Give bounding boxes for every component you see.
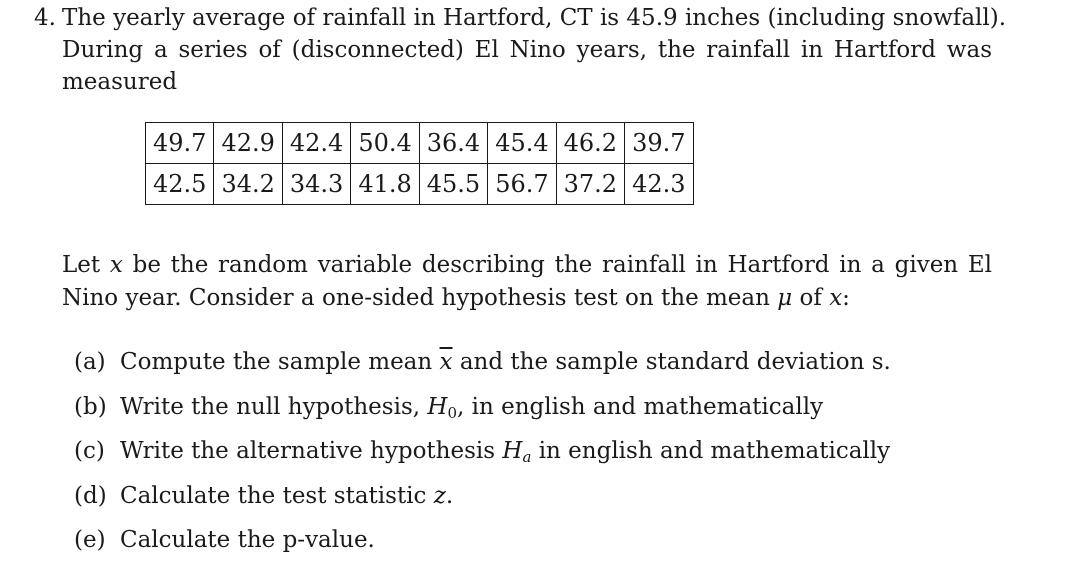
variable-x: x: [109, 252, 123, 278]
table-cell: 45.5: [419, 164, 487, 205]
part-text: .: [445, 482, 454, 509]
part-label: (d): [74, 482, 107, 509]
part-e: [74, 522, 891, 567]
part-label: (a): [74, 349, 106, 375]
part-label: (b): [74, 393, 107, 420]
context-text: of: [792, 285, 830, 311]
problem-context: [62, 249, 992, 315]
part-text: Compute the sample mean: [120, 349, 440, 375]
context-text: Let: [62, 252, 110, 278]
problem-intro: [62, 2, 1007, 98]
table-cell: 56.7: [488, 164, 556, 205]
part-text: and the sample standard deviation s.: [452, 349, 891, 375]
table-cell: 42.4: [282, 123, 350, 164]
part-b: [74, 389, 891, 434]
table-cell: 46.2: [556, 123, 624, 164]
variable-mu: μ: [777, 285, 793, 311]
table-row: [146, 164, 694, 205]
part-text: Write the alternative hypothesis: [120, 438, 503, 464]
table-cell: 42.9: [214, 123, 282, 164]
intro-line-2: During a series of (disconnected) El Nino years, the rainfall in Hartford was: [62, 37, 992, 63]
part-text: in english and mathematically: [531, 438, 891, 464]
table-cell: 37.2: [556, 164, 624, 205]
problem-number: 4.: [34, 5, 56, 31]
table-cell: 50.4: [351, 123, 419, 164]
variable-xbar: $\overline{x}$: [439, 349, 453, 375]
part-c: [74, 433, 891, 478]
table-cell: 42.3: [625, 164, 693, 205]
part-text: Write the null hypothesis,: [120, 393, 428, 420]
problem-parts: [74, 344, 891, 567]
variable-h: H: [427, 393, 448, 420]
table-cell: 36.4: [419, 123, 487, 164]
context-line-1: [62, 249, 992, 282]
intro-line-1: The yearly average of rainfall in Hartford, CT is 45.9 inches (including snowfall).: [62, 5, 1007, 31]
context-text: :: [842, 285, 850, 311]
variable-h: H: [502, 438, 523, 464]
part-a: [74, 344, 891, 389]
context-text: be the random variable describing the rainfall in Hartford in a given El: [122, 252, 992, 278]
table-cell: 42.5: [146, 164, 214, 205]
part-label: (e): [74, 527, 106, 553]
table-cell: 34.2: [214, 164, 282, 205]
part-d: [74, 478, 891, 523]
table-cell: 39.7: [625, 123, 693, 164]
intro-line-3: measured: [62, 69, 178, 95]
table-row: [146, 123, 694, 164]
variable-z: z: [433, 482, 446, 509]
rainfall-table: [145, 122, 694, 205]
table-cell: 41.8: [351, 164, 419, 205]
variable-x: x: [829, 285, 843, 311]
part-label: (c): [74, 438, 105, 464]
part-text: Calculate the test statistic: [120, 482, 434, 509]
table-cell: 45.4: [488, 123, 556, 164]
context-text: Nino year. Consider a one-sided hypothesis test on the mean: [62, 285, 778, 311]
subscript-0: 0: [447, 403, 457, 422]
context-line-2: [62, 282, 992, 315]
part-text: Calculate the p-value.: [120, 527, 375, 553]
part-text: , in english and mathematically: [457, 393, 824, 420]
table-cell: 34.3: [282, 164, 350, 205]
subscript-a: a: [522, 448, 532, 466]
table-cell: 49.7: [146, 123, 214, 164]
